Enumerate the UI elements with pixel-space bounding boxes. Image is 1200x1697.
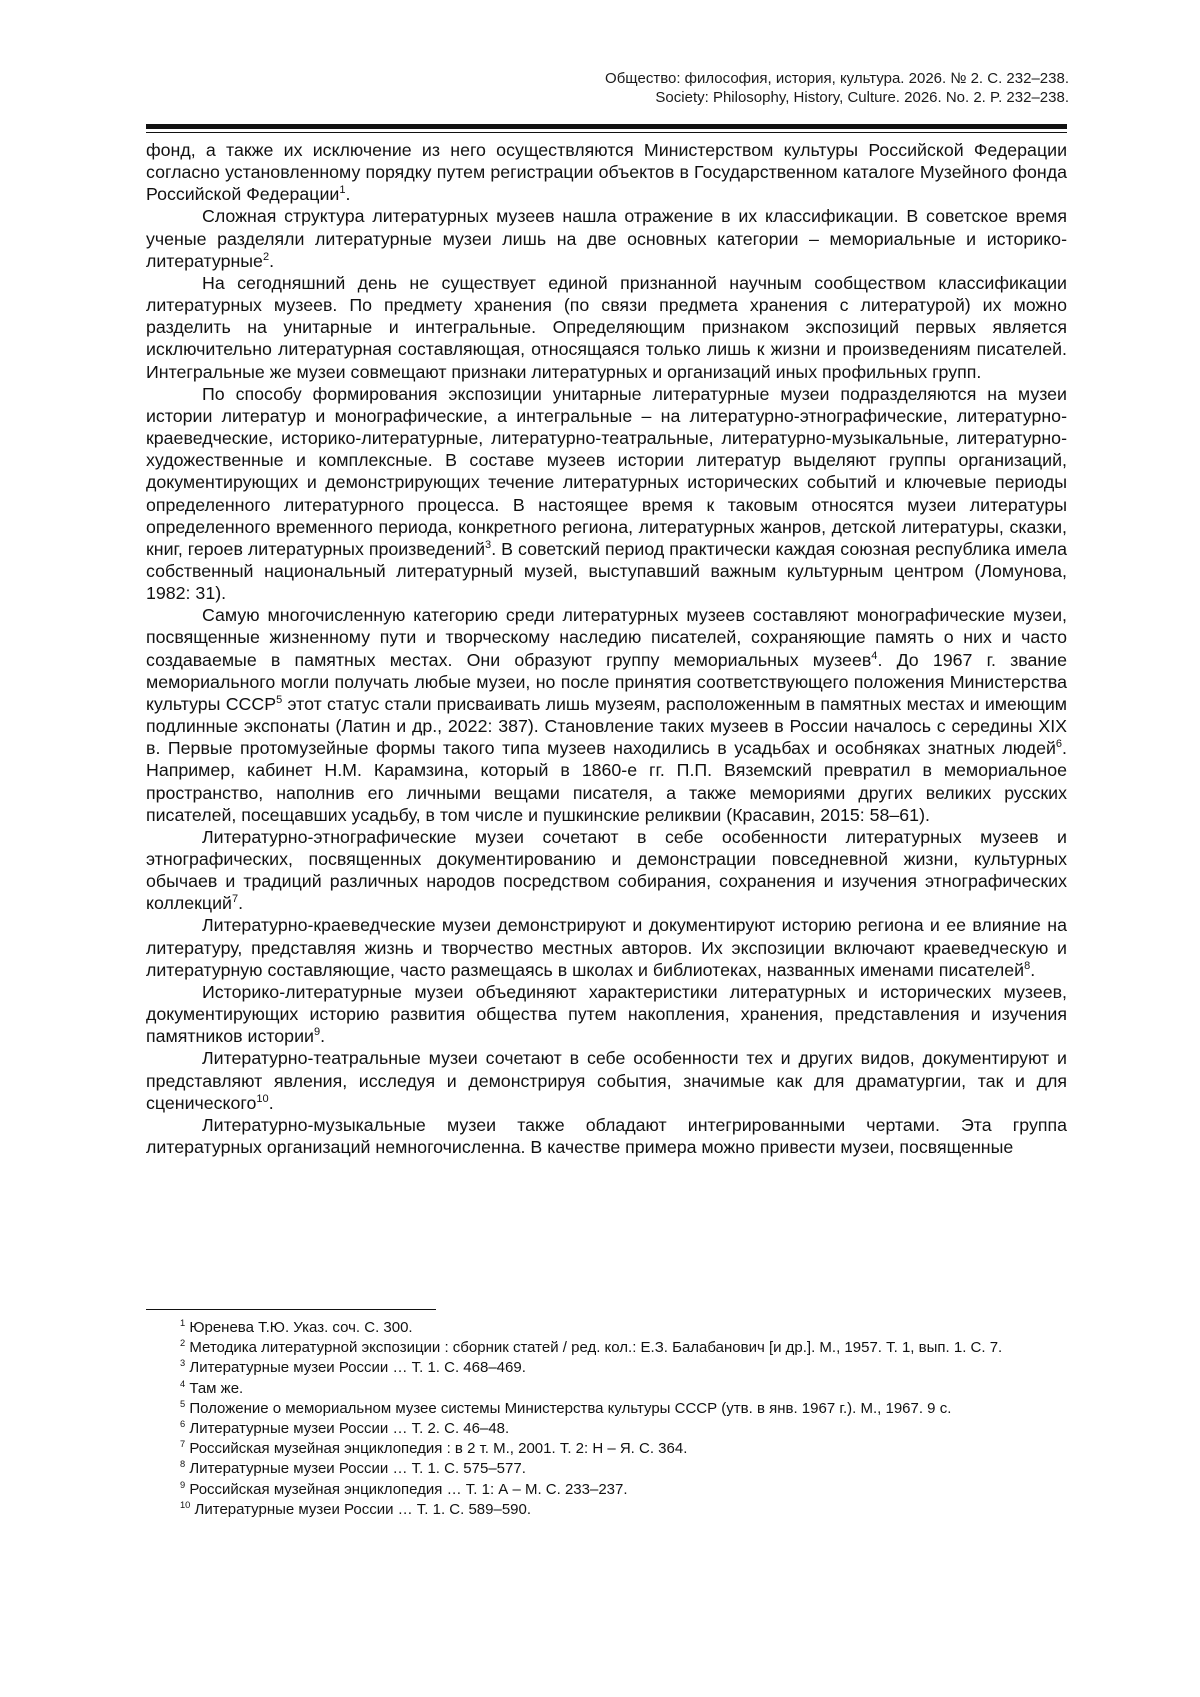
footnote-ref[interactable]: 10 xyxy=(256,1092,269,1105)
footnote: $^4$ Там же. xyxy=(180,1378,244,1397)
paragraph: Самую многочисленную категорию среди литературных музеев составляют монографические музеи, посвященные жизненному пути и творческому наследию писателей, сохраняющие память о них и часто создаваемые в памятных местах. Они образуют группу мемориальных музеев$^4$. До 1967 г. звание мемориального могли получать любые музеи, но после принятия соответствующего положения Министерства культуры СССР$^5$ этот статус стали присваивать лишь музеям, расположенным в памятных местах и имеющим подлинные экспонаты (Латин и др., 2022: 387). Становление таких музеев в России началось с середины XIX в. Первые протомузейные формы такого типа музеев находились в усадьбах и особняках знатных людей$^6$. Например, кабинет Н.М. Карамзина, который в 1860-е гг. П.П. Вяземский превратил в мемориальное пространство, наполнив его личными вещами писателя, а также мемориями других великих русских писателей, посещавших усадьбу, в том числе и пушкинские реликвии (Красавин, 2015: 58–61). xyxy=(146,605,1067,825)
footnote: $^9$ Российская музейная энциклопедия … Т. 1: А – М. С. 233–237. xyxy=(180,1479,628,1498)
footnote-ref[interactable]: 3 xyxy=(485,538,492,551)
footnote-separator xyxy=(146,1309,436,1310)
footnote: $^{10}$ Литературные музеи России … Т. 1. С. 589–590. xyxy=(180,1499,532,1518)
footnote: $^7$ Российская музейная энциклопедия : в 2 т. М., 2001. Т. 2: Н – Я. С. 364. xyxy=(180,1439,688,1458)
paragraph: Литературно-музыкальные музеи также обладают интегрированными чертами. Эта группа литературных организаций немногочисленна. В качестве примера можно привести музеи, посвященные xyxy=(146,1114,1067,1158)
paragraph: Историко-литературные музеи объединяют характеристики литературных и исторических музеев, документирующих историю развития общества путем накопления, хранения, представления и изучения памятников истории$^9$. xyxy=(146,981,1067,1047)
paragraph: Сложная структура литературных музеев нашла отражение в их классификации. В советское время ученые разделяли литературные музеи лишь на две основных категории – мемориальные и историко-литературные$^2$. xyxy=(146,206,1067,271)
paragraph: Литературно-театральные музеи сочетают в себе особенности тех и других видов, документируют и представляют явления, исследуя и демонстрируя события, значимые как для драматургии, так и для сценического$^{10}$. xyxy=(146,1048,1067,1113)
paragraph: Литературно-краеведческие музеи демонстрируют и документируют историю региона и ее влияние на литературу, представляя жизнь и творчество местных авторов. Их экспозиции включают краеведческую и литературную составляющие, часто размещаясь в школах и библиотеках, названных именами писателей$^8$. xyxy=(146,915,1067,980)
footnote-ref[interactable]: 9 xyxy=(313,1026,321,1039)
paragraph: На сегодняшний день не существует единой признанной научным сообществом классификации литературных музеев. По предмету хранения (по связи предмета хранения с литературой) их можно разделить на унитарные и интегральные. Определяющим признаком экспозиций первых является исключительно литературная составляющая, относящаяся только лишь к жизни и произведениям писателей. Интегральные же музеи совмещают признаки литературных и организаций иных профильных групп. xyxy=(146,272,1067,382)
footnote-ref[interactable]: 4 xyxy=(871,649,878,662)
footnote: $^1$ Юренева Т.Ю. Указ. соч. С. 300. xyxy=(180,1318,413,1336)
article-body xyxy=(146,139,1067,1158)
footnote: $^5$ Положение о мемориальном музее системы Министерства культуры СССР (утв. в янв. 1967 г.). М., 1967. 9 с. xyxy=(180,1398,952,1417)
header-rule-thick xyxy=(146,124,1067,129)
running-header xyxy=(605,69,1069,107)
footnotes xyxy=(146,1318,1067,1520)
header-citation-en: Society: Philosophy, History, Culture. 2026. No. 2. P. 232–238. xyxy=(655,89,1069,106)
footnote-ref[interactable]: 7 xyxy=(231,893,239,906)
footnote-ref[interactable]: 2 xyxy=(262,250,270,263)
header-citation-ru: Общество: философия, история, культура. 2026. № 2. С. 232–238. xyxy=(605,70,1069,87)
footnote: $^8$ Литературные музеи России … Т. 1. С. 575–577. xyxy=(180,1459,526,1478)
footnote: $^3$ Литературные музеи России … Т. 1. С. 468–469. xyxy=(180,1358,526,1377)
footnote-ref[interactable]: 8 xyxy=(1024,959,1031,972)
footnote: $^6$ Литературные музеи России … Т. 2. С. 46–48. xyxy=(180,1419,510,1438)
footnote: $^2$ Методика литературной экспозиции : сборник статей / ред. кол.: Е.З. Балабанович [и др.]. М., 1957. Т. 1, вып. 1. С. 7. xyxy=(180,1338,1003,1357)
paragraph: Литературно-этнографические музеи сочетают в себе особенности литературных музеев и этнографических, посвященных документированию и демонстрации повседневной жизни, культурных обычаев и традиций различных народов посредством собирания, сохранения и изучения этнографических коллекций$^7$. xyxy=(146,826,1067,914)
paragraph: По способу формирования экспозиции унитарные литературные музеи подразделяются на музеи истории литератур и монографические, а интегральные – на литературно-этнографические, литературно-краеведческие, историко-литературные, литературно-театральные, литературно-музыкальные, литературно-художественные и комплексные. В составе музеев истории литератур выделяют группы организаций, документирующих и демонстрирующих течение литературных исторических событий и ключевые периоды определенного литературного процесса. В настоящее время к таковым относятся музеи литературы определенного временного периода, конкретного региона, литературных жанров, детской литературы, сказки, книг, героев литературных произведений$^3$. В советский период практически каждая союзная республика имела собственный национальный литературный музей, выступавший важным культурным центром (Ломунова, 1982: 31). xyxy=(146,383,1067,604)
paragraph: фонд, а также их исключение из него осуществляются Министерством культуры Российской Федерации согласно установленному порядку путем регистрации объектов в Государственном каталоге Музейного фонда Российской Федерации$^1$. xyxy=(146,140,1067,205)
footnote-ref[interactable]: 5 xyxy=(276,693,283,706)
footnote-ref[interactable]: 6 xyxy=(1055,738,1063,751)
footnote-ref[interactable]: 1 xyxy=(339,184,346,197)
header-rule-thin xyxy=(146,132,1067,133)
